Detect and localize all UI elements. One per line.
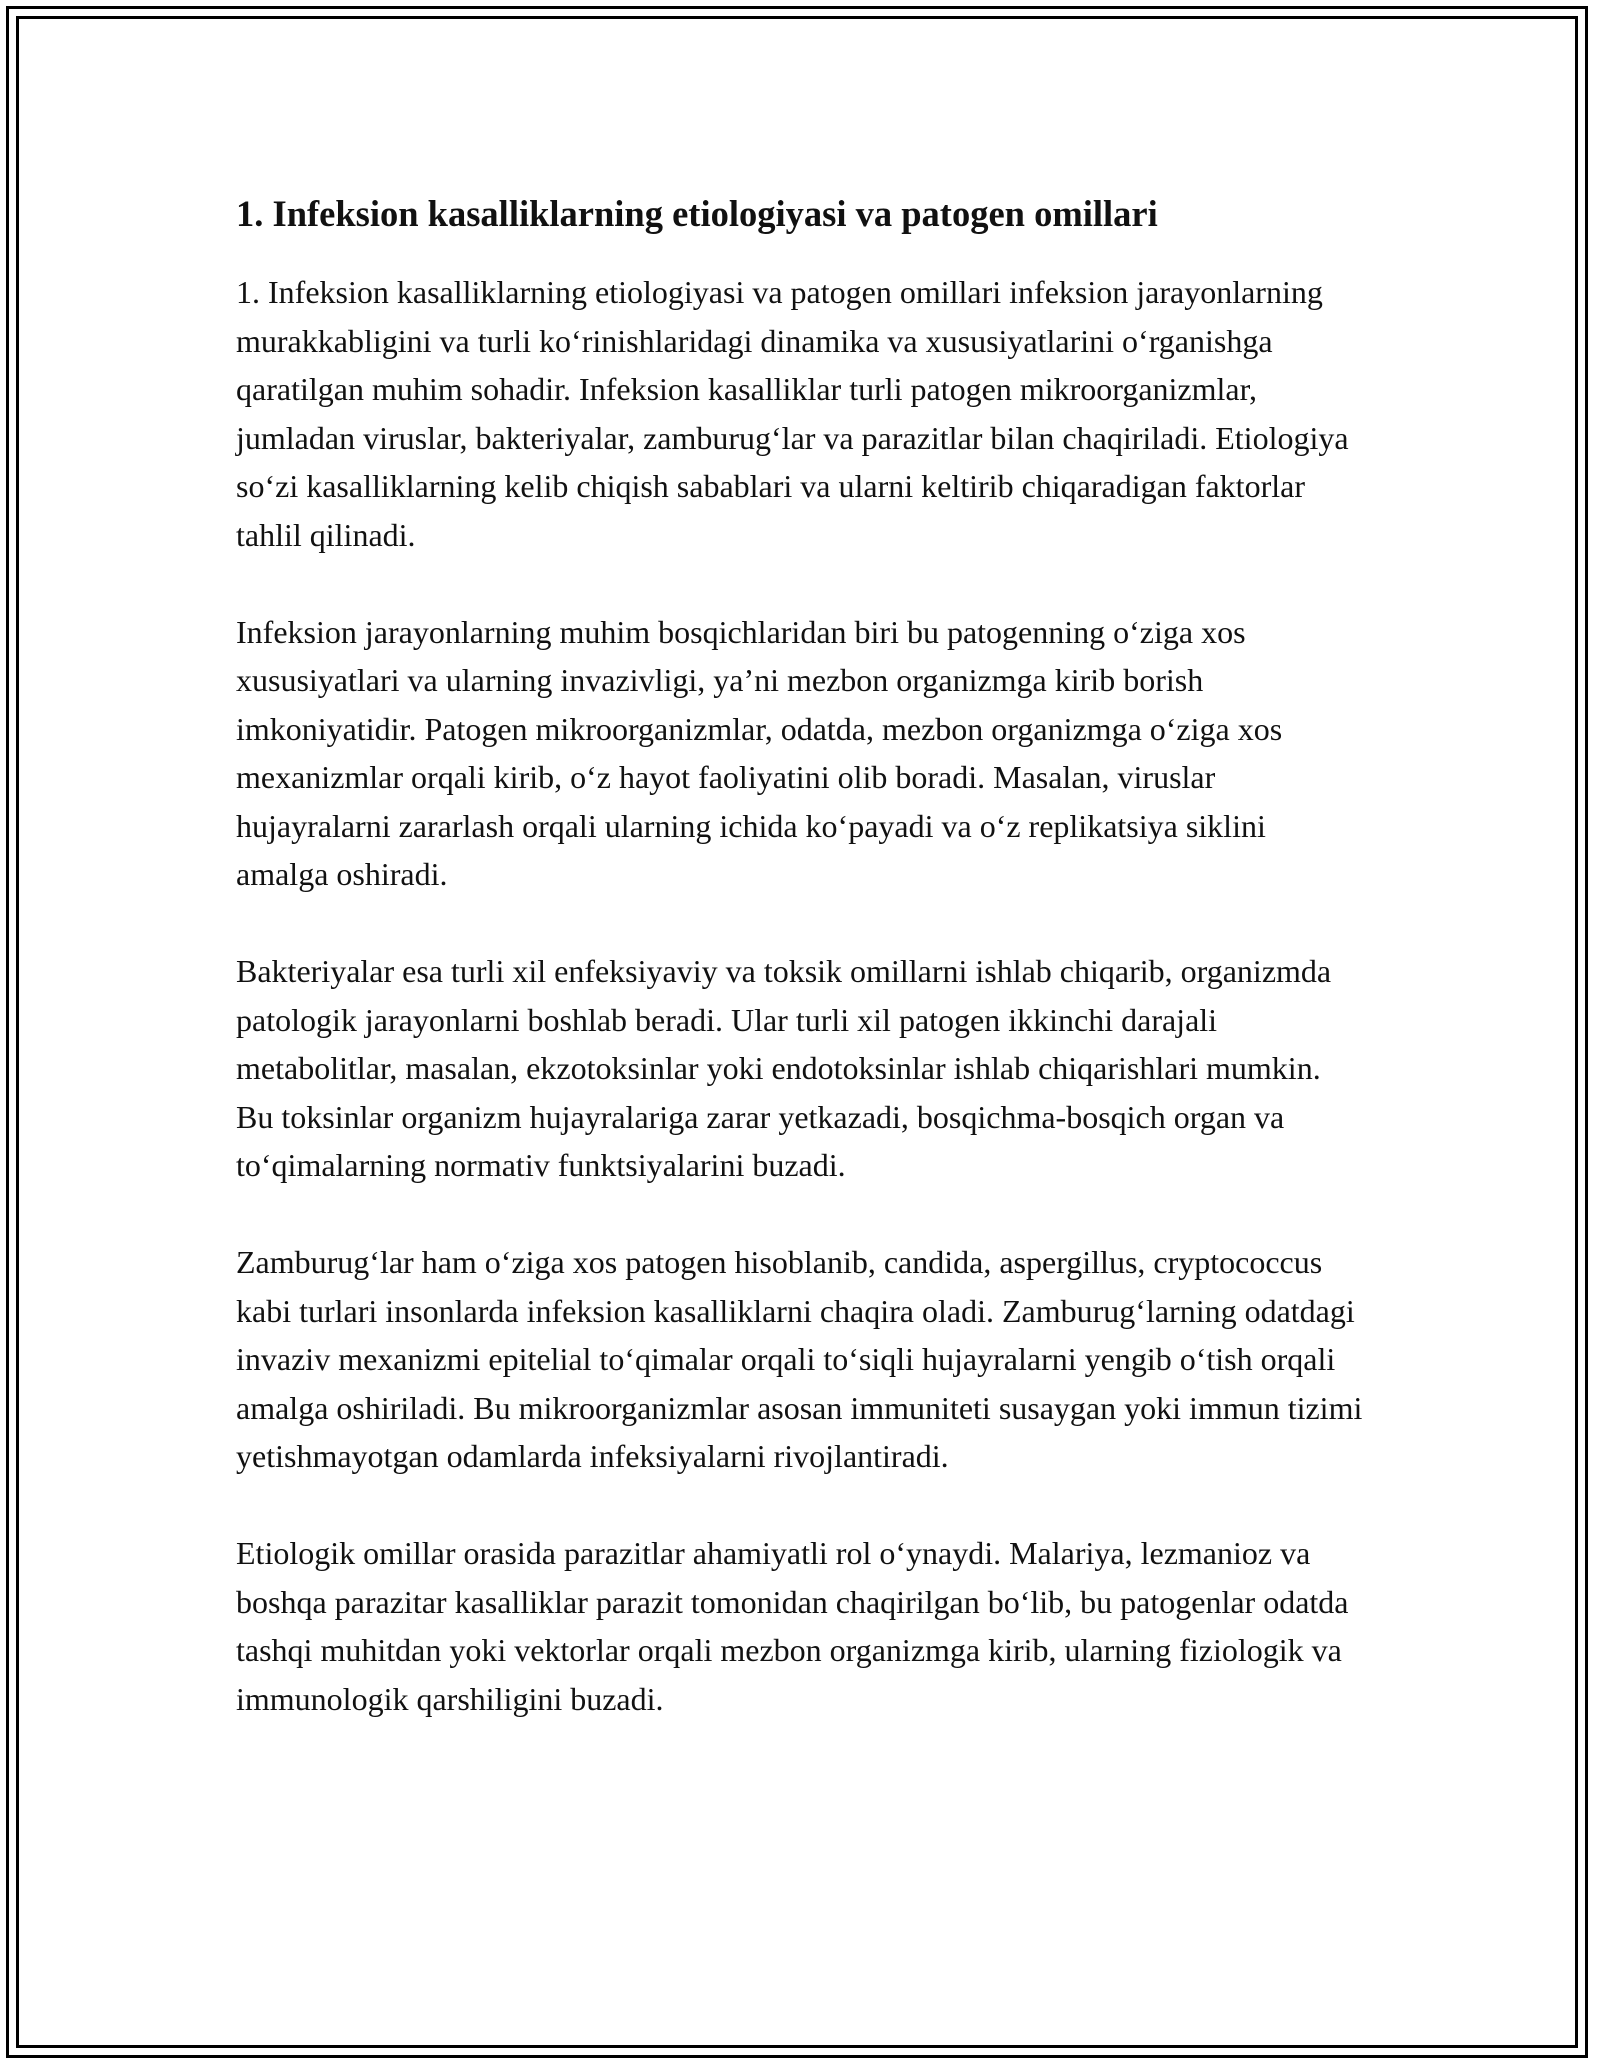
paragraph-3: Bakteriyalar esa turli xil enfeksiyaviy va toksik omillarni ishlab chiqarib, organizmda patologik jarayonlarni boshlab beradi. Ular turli xil patogen ikkinchi darajali metabolitlar, masalan, ekzotoksinlar yoki endotoksinlar ishlab chiqarishlari mumkin. Bu toksinlar organizm hujayralariga zarar yetkazadi, bosqichma-bosqich organ va toʻqimalarning normativ funktsiyalarini buzadi.: [236, 953, 1332, 1183]
paragraph-4: Zamburugʻlar ham oʻziga xos patogen hisoblanib, candida, aspergillus, cryptococcus kabi turlari insonlarda infeksion kasalliklarni chaqira oladi. Zamburugʻlarning odatdagi invaziv mexanizmi epitelial toʻqimalar orqali toʻsiqli hujayralarni yengib oʻtish orqali amalga oshiriladi. Bu mikroorganizmlar asosan immuniteti susaygan yoki immun tizimi yetishmayotgan odamlarda infeksiyalarni rivojlantiradi.: [236, 1244, 1363, 1474]
paragraph-5: Etiologik omillar orasida parazitlar ahamiyatli rol oʻynaydi. Malariya, lezmanioz va boshqa parazitar kasalliklar parazit tomonidan chaqirilgan boʻlib, bu patogenlar odatda tashqi muhitdan yoki vektorlar orqali mezbon organizmga kirib, ularning fiziologik va immunologik qarshiligini buzadi.: [236, 1535, 1349, 1717]
document-body: [236, 182, 1366, 1772]
section-heading: 1. Infeksion kasalliklarning etiologiyasi va patogen omillari: [236, 193, 1158, 234]
paragraph-2: Infeksion jarayonlarning muhim bosqichlaridan biri bu patogenning oʻziga xos xususiyatlari va ularning invazivligi, ya’ni mezbon organizmga kirib borish imkoniyatidir. Patogen mikroorganizmlar, odatda, mezbon organizmga oʻziga xos mexanizmlar orqali kirib, oʻz hayot faoliyatini olib boradi. Masalan, viruslar hujayralarni zararlash orqali ularning ichida koʻpayadi va oʻz replikatsiya siklini amalga oshiradi.: [236, 613, 1283, 892]
paragraph-1: 1. Infeksion kasalliklarning etiologiyasi va patogen omillari infeksion jarayonlarning murakkabligini va turli koʻrinishlaridagi dinamika va xususiyatlarini oʻrganishga qaratilgan muhim sohadir. Infeksion kasalliklar turli patogen mikroorganizmlar, jumladan viruslar, bakteriyalar, zamburugʻlar va parazitlar bilan chaqiriladi. Etiologiya soʻzi kasalliklarning kelib chiqish sabablari va ularni keltirib chiqaradigan faktorlar tahlil qilinadi.: [236, 274, 1349, 553]
